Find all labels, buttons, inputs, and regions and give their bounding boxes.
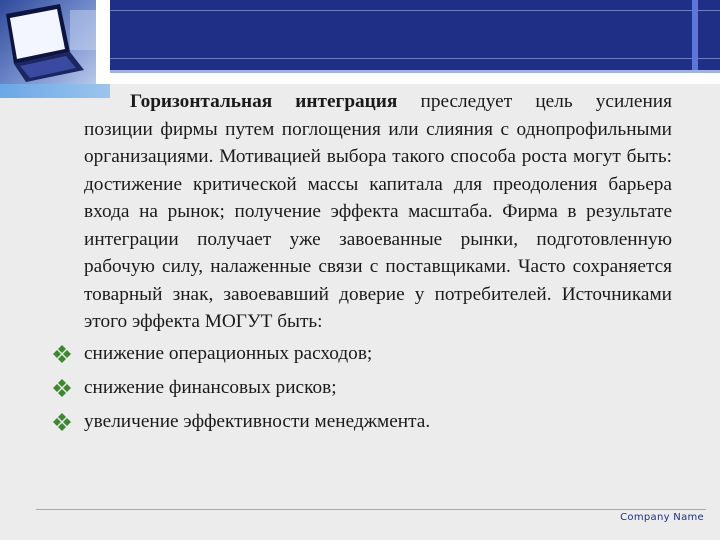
bullet-text: увеличение эффективности менеджмента. bbox=[84, 410, 431, 432]
list-item bbox=[52, 374, 672, 408]
bullet-text: снижение операционных расходов; bbox=[84, 342, 373, 364]
bullet-list bbox=[52, 340, 672, 442]
bullet-text: снижение финансовых рисков; bbox=[84, 376, 337, 398]
list-item bbox=[52, 340, 672, 374]
company-name: Company Name bbox=[620, 512, 704, 523]
slide-body bbox=[52, 88, 672, 442]
title-band bbox=[110, 0, 720, 70]
footer-divider bbox=[36, 509, 706, 510]
list-item bbox=[52, 408, 672, 442]
paragraph-lead: Горизонтальная интеграция bbox=[130, 91, 398, 112]
slide-header bbox=[0, 0, 720, 84]
diamond-bullet-icon bbox=[52, 408, 84, 432]
paragraph-text: преследует цель усиления позиции фирмы путем поглощения или слияния с однопрофильными организациями. Мотивацией выбора такого способа роста могут быть: достижение критической массы капитала для преодоления барьера входа на рынок; получение эффекта масштаба. Фирма в результате интеграции получает уже завоеванные рынки, подготовленную рабочую силу, налаженные связи с поставщиками. Часто сохраняется товарный знак, завоевавший доверие у потребителей. Источниками этого эффекта МОГУТ быть: bbox=[84, 91, 672, 332]
header-divider bbox=[110, 70, 720, 73]
monitor-icon bbox=[0, 0, 96, 84]
diamond-bullet-icon bbox=[52, 340, 84, 364]
diamond-bullet-icon bbox=[52, 374, 84, 398]
main-paragraph bbox=[52, 88, 672, 336]
